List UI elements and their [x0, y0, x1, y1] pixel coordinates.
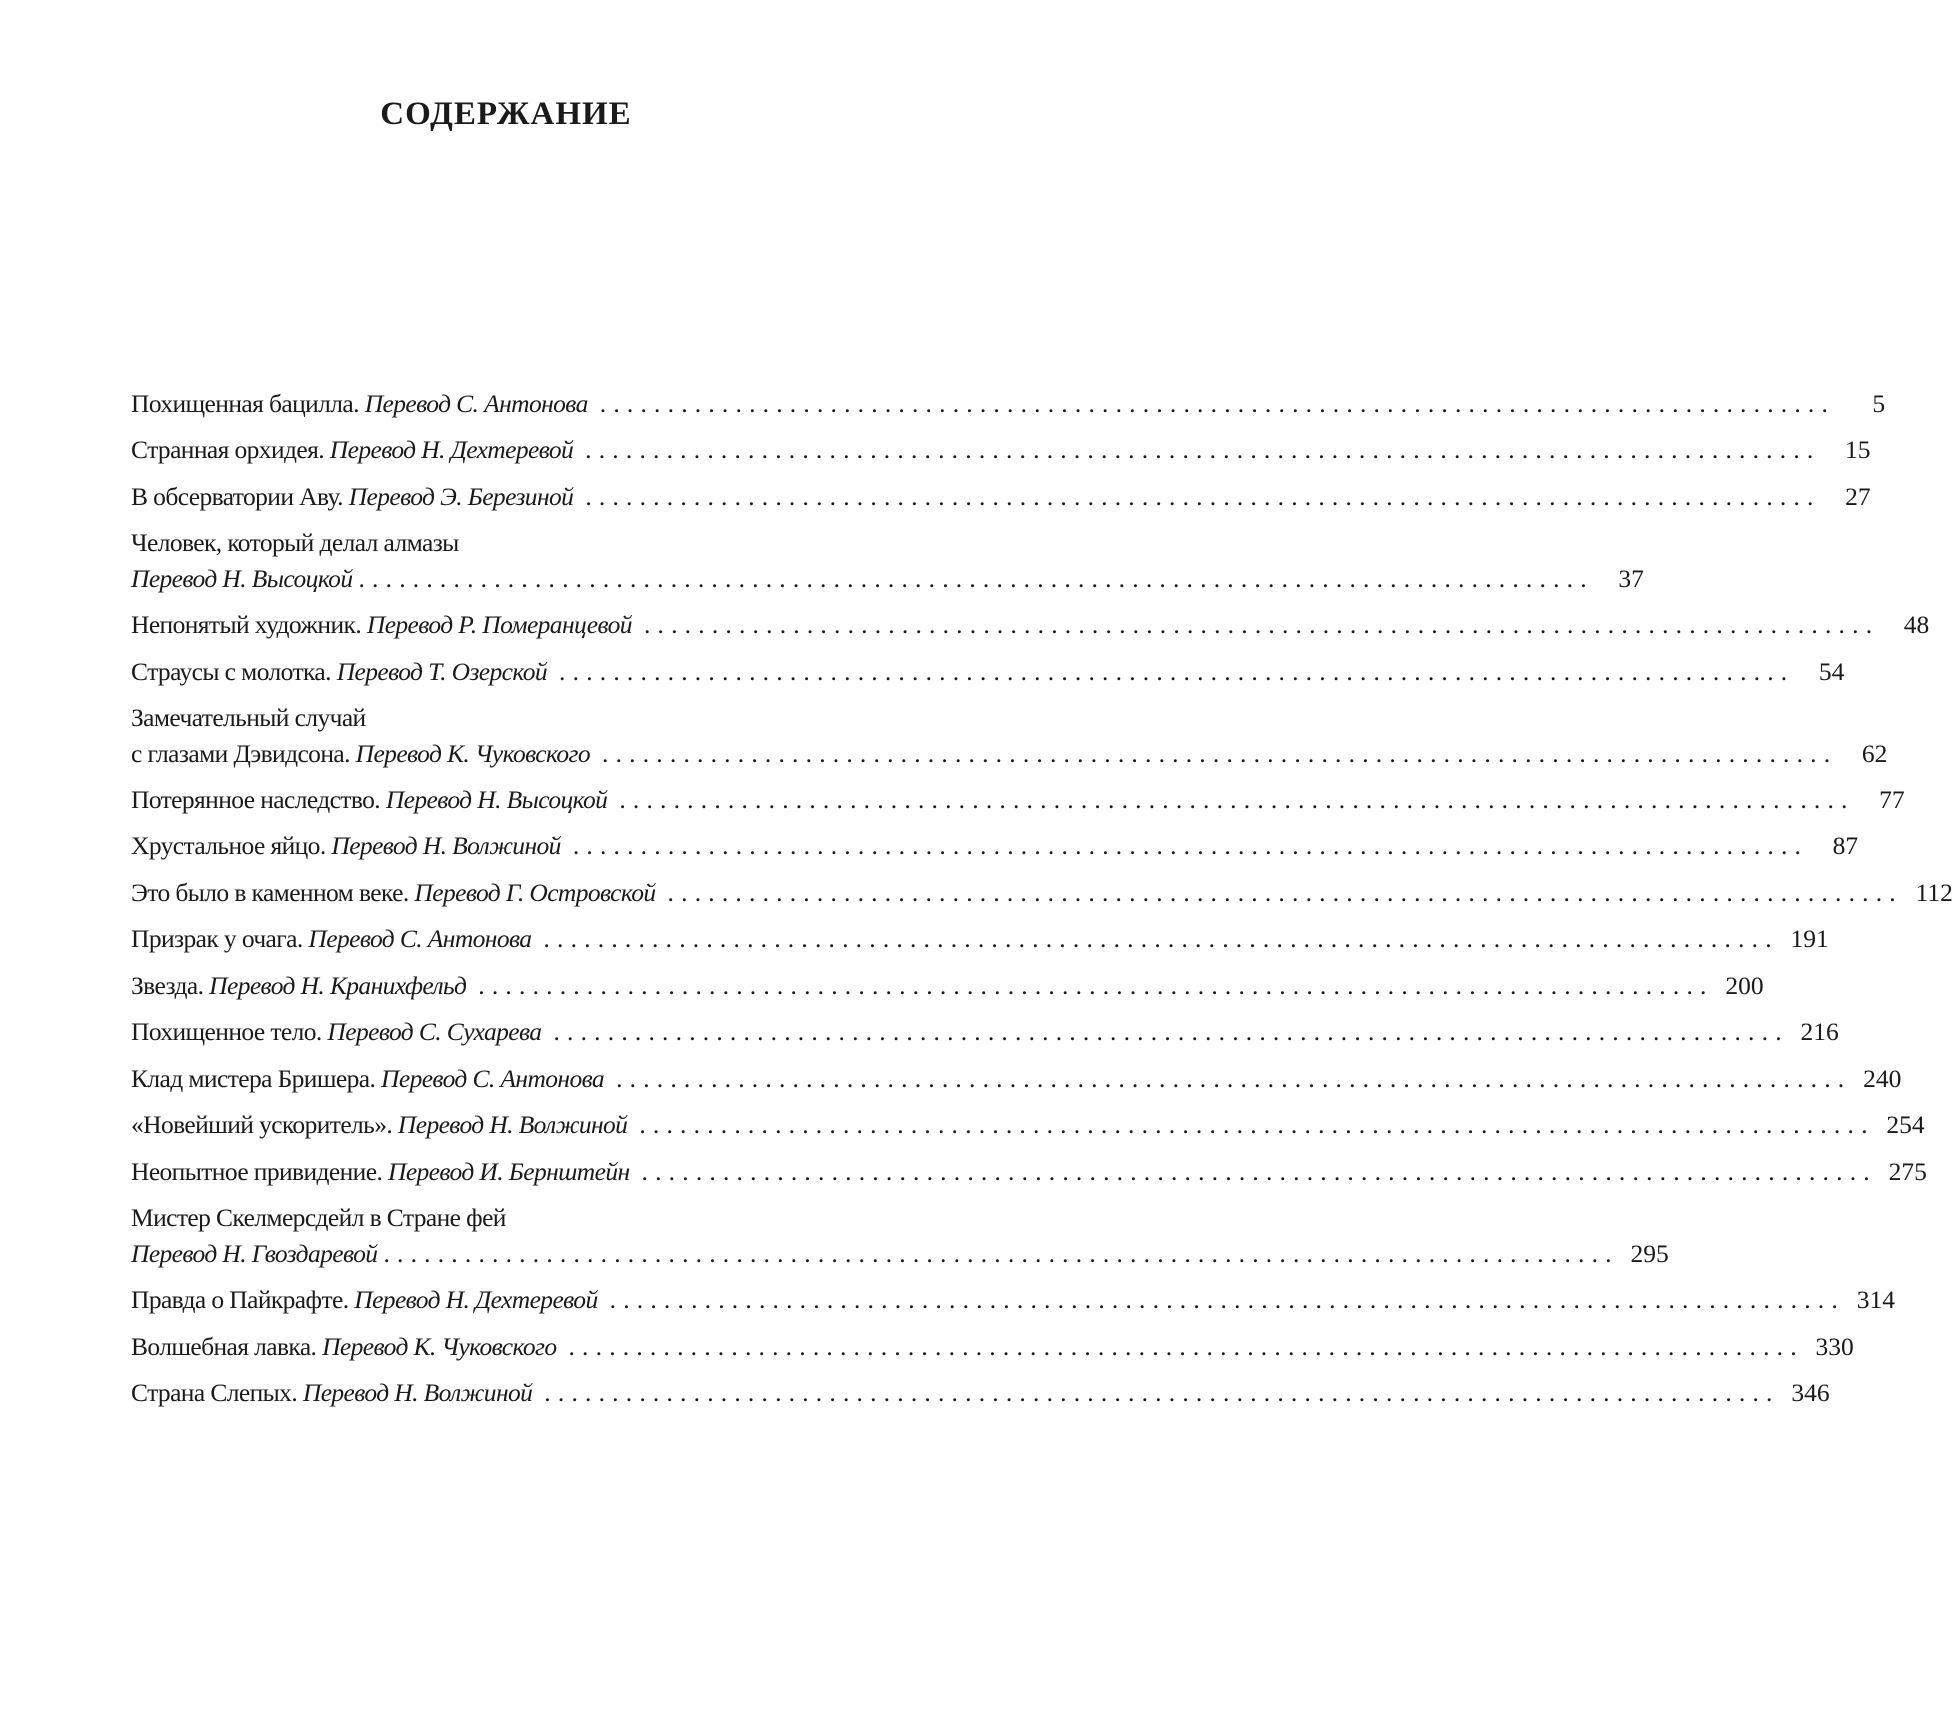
toc-line: [131, 968, 1764, 1003]
toc-line: [131, 561, 1644, 596]
story-title-continued: с глазами Дэвидсона.: [131, 738, 350, 768]
page-number: 216: [1800, 1017, 1839, 1047]
dot-leader: ...........................................................................................: [572, 831, 1809, 861]
story-title: Правда о Пайкрафте.: [131, 1285, 349, 1315]
toc-entry[interactable]: [131, 525, 1644, 596]
page-number: 5: [1872, 389, 1886, 418]
toc-text: [131, 736, 590, 771]
translator: Перевод С. Сухарева: [327, 1017, 542, 1047]
toc-line: [131, 1282, 1895, 1317]
page-number: 54: [1818, 656, 1845, 686]
dot-leader: ...........................................................................................: [619, 784, 1855, 814]
toc-entry[interactable]: [131, 1107, 1925, 1142]
translator: Перевод Н. Высоцкой: [385, 784, 608, 814]
story-title: Похищенная бацилла.: [131, 389, 359, 418]
translator: Перевод Н. Волжиной: [331, 831, 561, 861]
toc-text: [131, 1329, 556, 1364]
translator: Перевод Т. Озерской: [336, 656, 548, 686]
page-number: 27: [1845, 481, 1871, 511]
story-title: Призрак у очага.: [131, 924, 303, 954]
toc-line: [131, 736, 1888, 771]
page-number: 254: [1886, 1110, 1925, 1140]
translator: Перевод Н. Волжиной: [397, 1110, 628, 1140]
toc-text: [131, 654, 547, 689]
story-title: В обсерватории Аву.: [131, 481, 343, 511]
dot-leader: ...........................................................................................: [568, 1331, 1804, 1361]
toc-line: [131, 921, 1829, 956]
page-number: 62: [1861, 738, 1888, 768]
story-title: Страусы с молотка.: [131, 656, 331, 686]
dot-leader: ...........................................................................................: [616, 1063, 1852, 1093]
toc-entry[interactable]: [131, 432, 1871, 467]
dot-leader: ...........................................................................................: [478, 970, 1714, 1000]
dot-leader: ...........................................................................................: [553, 1017, 1789, 1047]
toc-line: [131, 654, 1845, 689]
toc-entry[interactable]: [131, 1061, 1902, 1096]
dot-leader: ...........................................................................................: [641, 1156, 1877, 1186]
toc-text: [131, 607, 632, 642]
dot-leader: ...........................................................................................: [585, 481, 1821, 511]
page-number: 314: [1856, 1285, 1895, 1315]
table-of-contents: [131, 386, 1953, 1422]
toc-line: [131, 828, 1859, 863]
translator: Перевод К. Чуковского: [355, 738, 590, 768]
toc-entry[interactable]: [131, 782, 1905, 817]
translator: Перевод С. Антонова: [381, 1063, 605, 1093]
toc-line: [131, 1236, 1669, 1271]
toc-text: [131, 561, 352, 596]
toc-entry[interactable]: [131, 654, 1845, 689]
dot-leader: ...........................................................................................: [599, 389, 1836, 418]
story-title: Волшебная лавка.: [131, 1331, 317, 1361]
toc-line: [131, 432, 1871, 467]
toc-entry[interactable]: [131, 479, 1871, 514]
story-title: Похищенное тело.: [131, 1017, 322, 1047]
story-title: Неопытное привидение.: [131, 1156, 383, 1186]
toc-line: [131, 525, 881, 560]
toc-line: [131, 782, 1905, 817]
page-number: 275: [1888, 1156, 1927, 1186]
page-number: 240: [1863, 1063, 1902, 1093]
toc-text: [131, 968, 466, 1003]
story-title: Это было в каменном веке.: [131, 877, 409, 907]
toc-entry[interactable]: [131, 1200, 1669, 1271]
translator: Перевод И. Бернштейн: [388, 1156, 630, 1186]
page-number: 200: [1725, 970, 1764, 1000]
toc-text: [131, 1061, 604, 1096]
toc-entry[interactable]: [131, 700, 1888, 771]
toc-text: [131, 875, 656, 910]
toc-text: [131, 1236, 377, 1271]
dot-leader: ...........................................................................................: [543, 924, 1779, 954]
story-title: Непонятый художник.: [131, 610, 362, 640]
page-number: 295: [1630, 1238, 1669, 1268]
story-title: Клад мистера Бришера.: [131, 1063, 376, 1093]
translator: Перевод Р. Померанцевой: [366, 610, 632, 640]
translator: Перевод С. Антонова: [364, 389, 588, 418]
dot-leader: ...........................................................................................: [383, 1238, 1619, 1268]
toc-line: [131, 1329, 1854, 1364]
dot-leader: ...........................................................................................: [602, 738, 1838, 768]
story-title: Замечательный случай: [131, 703, 366, 733]
story-title: Странная орхидея.: [131, 435, 325, 465]
toc-line: [131, 1154, 1927, 1189]
toc-text: [131, 386, 588, 421]
toc-entry[interactable]: [131, 1282, 1895, 1317]
story-title: Хрустальное яйцо.: [131, 831, 326, 861]
toc-line: [131, 386, 1886, 421]
translator: Перевод Н. Волжиной: [302, 1378, 533, 1408]
translator: Перевод Н. Кранихфельд: [209, 970, 467, 1000]
page-number: 87: [1832, 831, 1859, 861]
toc-line: [131, 1107, 1925, 1142]
toc-text: [131, 921, 531, 956]
dot-leader: ...........................................................................................: [609, 1285, 1845, 1315]
story-title: Мистер Скелмерсдейл в Стране фей: [131, 1203, 506, 1233]
translator: Перевод Г. Островской: [414, 877, 656, 907]
dot-leader: ...........................................................................................: [667, 877, 1903, 907]
toc-text: [131, 1200, 506, 1235]
story-title: «Новейший ускоритель».: [131, 1110, 393, 1140]
toc-text: [131, 525, 459, 560]
translator: Перевод Э. Березиной: [348, 481, 574, 511]
translator: Перевод К. Чуковского: [322, 1331, 557, 1361]
dot-leader: ...........................................................................................: [559, 656, 1795, 686]
toc-text: [131, 1375, 532, 1410]
toc-text: [131, 700, 366, 735]
translator: Перевод Н. Высоцкой: [131, 563, 353, 593]
toc-entry[interactable]: [131, 1375, 1830, 1410]
toc-line: [131, 1014, 1839, 1049]
toc-text: [131, 782, 607, 817]
page-title: СОДЕРЖАНИЕ: [380, 96, 632, 132]
dot-leader: ...........................................................................................: [643, 610, 1880, 640]
dot-leader: ...........................................................................................: [639, 1110, 1875, 1140]
page-number: 191: [1790, 924, 1829, 954]
toc-line: [131, 1200, 881, 1235]
story-title: Потерянное наследство.: [131, 784, 381, 814]
toc-line: [131, 479, 1871, 514]
toc-entry[interactable]: [131, 875, 1953, 910]
toc-line: [131, 1061, 1902, 1096]
toc-text: [131, 1154, 630, 1189]
page-number: 48: [1903, 610, 1930, 640]
translator: Перевод С. Антонова: [308, 924, 532, 954]
toc-text: [131, 1014, 541, 1049]
toc-text: [131, 479, 573, 514]
toc-entry[interactable]: [131, 1329, 1854, 1364]
toc-entry[interactable]: [131, 921, 1829, 956]
page-number: 346: [1791, 1378, 1830, 1408]
toc-line: [131, 700, 881, 735]
story-title: Человек, который делал алмазы: [131, 528, 459, 558]
translator: Перевод Н. Дехтеревой: [329, 435, 574, 465]
toc-entry[interactable]: [131, 968, 1764, 1003]
toc-line: [131, 1375, 1830, 1410]
translator: Перевод Н. Дехтеревой: [354, 1285, 598, 1315]
dot-leader: ...........................................................................................: [544, 1378, 1780, 1408]
translator: Перевод Н. Гвоздаревой: [131, 1238, 378, 1268]
page-number: 112: [1915, 877, 1953, 907]
page-number: 37: [1618, 563, 1644, 593]
dot-leader: ...........................................................................................: [585, 435, 1821, 465]
toc-text: [131, 1107, 627, 1142]
toc-entry[interactable]: [131, 1154, 1927, 1189]
toc-entry[interactable]: [131, 386, 1886, 421]
page-number: 330: [1815, 1331, 1854, 1361]
toc-line: [131, 607, 1930, 642]
story-title: Звезда.: [131, 970, 204, 1000]
toc-text: [131, 1282, 598, 1317]
story-title: Страна Слепых.: [131, 1378, 298, 1408]
toc-line: [131, 875, 1953, 910]
toc-text: [131, 828, 561, 863]
page-number: 77: [1879, 784, 1905, 814]
toc-entry[interactable]: [131, 828, 1859, 863]
toc-entry[interactable]: [131, 607, 1930, 642]
dot-leader: ...........................................................................................: [358, 563, 1594, 593]
toc-entry[interactable]: [131, 1014, 1839, 1049]
toc-text: [131, 432, 573, 467]
page-number: 15: [1844, 435, 1871, 465]
